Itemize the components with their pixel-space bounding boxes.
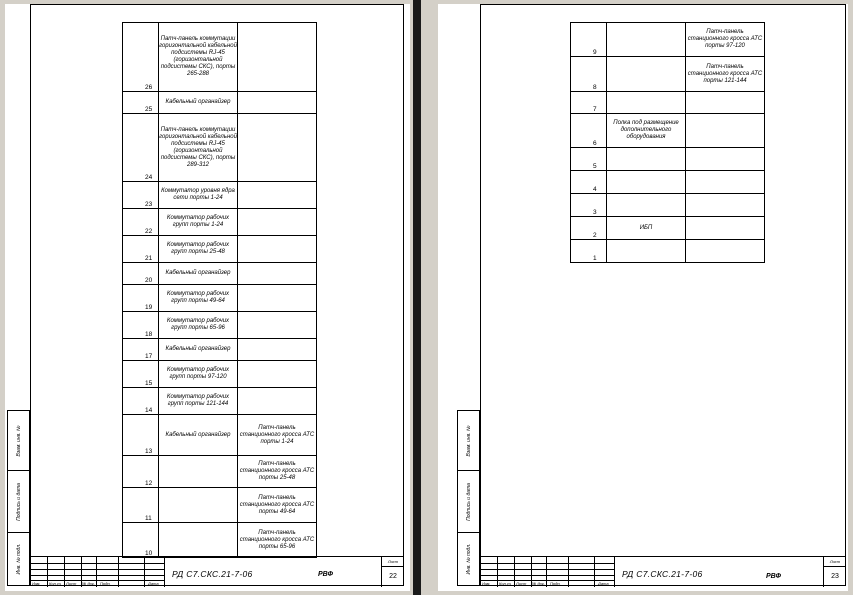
- rack-unit-equipment: [686, 194, 765, 217]
- rack-unit-row: [123, 488, 317, 523]
- side-label: Подпись и дата: [15, 482, 22, 521]
- rack-unit-number: 26: [123, 23, 159, 92]
- rack-unit-row: [123, 388, 317, 415]
- header-kol: Кол.уч: [499, 581, 511, 586]
- side-label: Взам. инв. №: [465, 425, 472, 456]
- rack-unit-description: Коммутатор рабочих групп порты 65-96: [159, 312, 238, 339]
- rack-unit-equipment: [238, 182, 317, 209]
- rack-unit-description: [607, 148, 686, 171]
- sheet-label: Лист: [829, 559, 841, 564]
- rack-unit-number: 25: [123, 92, 159, 114]
- rack-unit-row: [123, 114, 317, 182]
- rack-unit-equipment: [238, 23, 317, 92]
- rack-unit-row: [123, 236, 317, 263]
- sheet-number-box: [823, 557, 846, 587]
- document-code: РД С7.СКС.21-7-06: [622, 569, 703, 579]
- rack-unit-row: [571, 92, 765, 114]
- side-cell: [8, 471, 29, 533]
- rack-unit-row: [123, 312, 317, 339]
- rack-unit-number: 7: [571, 92, 607, 114]
- side-cell: [8, 533, 29, 585]
- rack-unit-equipment: [686, 171, 765, 194]
- rack-unit-row: [123, 415, 317, 456]
- rack-unit-equipment: [238, 285, 317, 312]
- rack-unit-equipment: [238, 92, 317, 114]
- rack-unit-equipment: [686, 240, 765, 263]
- rack-unit-equipment: [238, 263, 317, 285]
- rack-unit-number: 9: [571, 23, 607, 57]
- organization-mark: РВФ: [318, 571, 333, 578]
- title-block-left: [30, 556, 404, 586]
- rack-unit-description: Коммутатор уровня ядра сети порты 1-24: [159, 182, 238, 209]
- side-label: Инв. № подл.: [465, 543, 472, 575]
- side-label: Подпись и дата: [465, 482, 472, 521]
- side-cell: [8, 411, 29, 471]
- rack-layout-table-left: [122, 22, 317, 558]
- rack-unit-description: Коммутатор рабочих групп порты 1-24: [159, 209, 238, 236]
- rack-unit-equipment: [238, 388, 317, 415]
- header-doc: № док.: [532, 581, 545, 586]
- rack-unit-row: [123, 263, 317, 285]
- rack-unit-number: 13: [123, 415, 159, 456]
- rack-unit-equipment: Патч-панель станционного кросса АТС порты 25-48: [238, 456, 317, 488]
- rack-unit-number: 15: [123, 361, 159, 388]
- rack-unit-number: 20: [123, 263, 159, 285]
- header-kol: Кол.уч: [49, 581, 61, 586]
- header-list: Лист: [516, 581, 527, 586]
- rack-unit-row: [123, 361, 317, 388]
- rack-unit-description: [607, 57, 686, 92]
- rack-unit-row: [571, 217, 765, 240]
- rack-unit-row: [123, 285, 317, 312]
- organization-mark: РВФ: [766, 573, 781, 580]
- rack-unit-number: 18: [123, 312, 159, 339]
- rack-unit-equipment: [238, 312, 317, 339]
- header-podp: Подп.: [100, 581, 111, 586]
- rack-unit-number: 11: [123, 488, 159, 523]
- rack-unit-equipment: [238, 361, 317, 388]
- rack-unit-row: [571, 148, 765, 171]
- viewport-separator[interactable]: [413, 0, 421, 595]
- rack-unit-equipment: Патч-панель станционного кросса АТС порты 65-96: [238, 523, 317, 558]
- rack-unit-row: [571, 23, 765, 57]
- rack-unit-equipment: [686, 217, 765, 240]
- rack-unit-equipment: Патч-панель станционного кросса АТС порты 121-144: [686, 57, 765, 92]
- rack-unit-description: Коммутатор рабочих групп порты 121-144: [159, 388, 238, 415]
- rack-unit-description: Коммутатор рабочих групп порты 49-64: [159, 285, 238, 312]
- rack-unit-description: [607, 23, 686, 57]
- rack-unit-description: [607, 171, 686, 194]
- rack-unit-row: [123, 339, 317, 361]
- rack-unit-description: Кабельный органайзер: [159, 415, 238, 456]
- rack-layout-table-right: [570, 22, 765, 263]
- header-izm: Изм.: [32, 581, 41, 586]
- title-block-right: [480, 556, 846, 586]
- rack-unit-number: 24: [123, 114, 159, 182]
- rack-unit-row: [123, 456, 317, 488]
- side-label: Взам. инв. №: [15, 425, 22, 456]
- header-date: Дата: [598, 581, 609, 586]
- rack-unit-equipment: [238, 114, 317, 182]
- rack-unit-description: Патч-панель коммутации горизонтальной кабельной подсистемы RJ-45 (горизонтальной подсистемы СКС), порты 265-288: [159, 23, 238, 92]
- sheet-number-box: [381, 557, 404, 587]
- header-list: Лист: [66, 581, 77, 586]
- side-label: Инв. № подл.: [15, 543, 22, 575]
- rack-unit-description: [159, 456, 238, 488]
- rack-unit-number: 21: [123, 236, 159, 263]
- rack-unit-equipment: [238, 236, 317, 263]
- rack-unit-description: [159, 488, 238, 523]
- side-cell: [458, 471, 479, 533]
- rack-unit-row: [123, 182, 317, 209]
- rack-unit-number: 6: [571, 114, 607, 148]
- rack-unit-description: Кабельный органайзер: [159, 339, 238, 361]
- rack-unit-number: 3: [571, 194, 607, 217]
- header-doc: № док.: [82, 581, 95, 586]
- rack-unit-equipment: [686, 148, 765, 171]
- rack-unit-equipment: Патч-панель станционного кросса АТС порты 1-24: [238, 415, 317, 456]
- rack-unit-description: Коммутатор рабочих групп порты 25-48: [159, 236, 238, 263]
- header-date: Дата: [148, 581, 159, 586]
- rack-unit-equipment: [686, 92, 765, 114]
- rack-unit-description: [607, 194, 686, 217]
- side-cell: [458, 411, 479, 471]
- rack-unit-number: 14: [123, 388, 159, 415]
- rack-unit-description: [159, 523, 238, 558]
- rack-unit-number: 10: [123, 523, 159, 558]
- header-podp: Подп.: [550, 581, 561, 586]
- sheet-label: Лист: [387, 559, 399, 564]
- rack-unit-description: [607, 240, 686, 263]
- rack-unit-number: 17: [123, 339, 159, 361]
- rack-unit-row: [571, 240, 765, 263]
- rack-unit-row: [123, 23, 317, 92]
- rack-unit-number: 8: [571, 57, 607, 92]
- rack-unit-number: 2: [571, 217, 607, 240]
- rack-unit-row: [123, 209, 317, 236]
- sheet-number: 22: [389, 573, 397, 580]
- rack-unit-row: [571, 57, 765, 92]
- rack-unit-row: [571, 114, 765, 148]
- rack-unit-description: Полка под размещение дополнительного оборудования: [607, 114, 686, 148]
- rack-unit-row: [571, 171, 765, 194]
- rack-unit-description: Коммутатор рабочих групп порты 97-120: [159, 361, 238, 388]
- rack-unit-number: 5: [571, 148, 607, 171]
- rack-unit-description: [607, 92, 686, 114]
- header-izm: Изм.: [482, 581, 491, 586]
- rack-unit-row: [123, 92, 317, 114]
- rack-unit-number: 1: [571, 240, 607, 263]
- rack-unit-number: 4: [571, 171, 607, 194]
- rack-unit-description: Кабельный органайзер: [159, 92, 238, 114]
- rack-unit-equipment: Патч-панель станционного кросса АТС порты 49-64: [238, 488, 317, 523]
- rack-unit-description: Патч-панель коммутации горизонтальной кабельной подсистемы RJ-45 (горизонтальной подсистемы СКС), порты 289-312: [159, 114, 238, 182]
- rack-unit-number: 22: [123, 209, 159, 236]
- sheet-number: 23: [831, 573, 839, 580]
- rack-unit-row: [123, 523, 317, 558]
- rack-unit-row: [571, 194, 765, 217]
- rack-unit-equipment: Патч-панель станционного кросса АТС порты 97-120: [686, 23, 765, 57]
- rack-unit-number: 19: [123, 285, 159, 312]
- side-cell: [458, 533, 479, 585]
- rack-unit-description: Кабельный органайзер: [159, 263, 238, 285]
- side-stamp-left: [7, 410, 30, 586]
- side-stamp-right: [457, 410, 480, 586]
- rack-unit-equipment: [686, 114, 765, 148]
- rack-unit-number: 12: [123, 456, 159, 488]
- rack-unit-description: ИБП: [607, 217, 686, 240]
- document-code: РД С7.СКС.21-7-06: [172, 569, 253, 579]
- rack-unit-equipment: [238, 339, 317, 361]
- rack-unit-equipment: [238, 209, 317, 236]
- rack-unit-number: 23: [123, 182, 159, 209]
